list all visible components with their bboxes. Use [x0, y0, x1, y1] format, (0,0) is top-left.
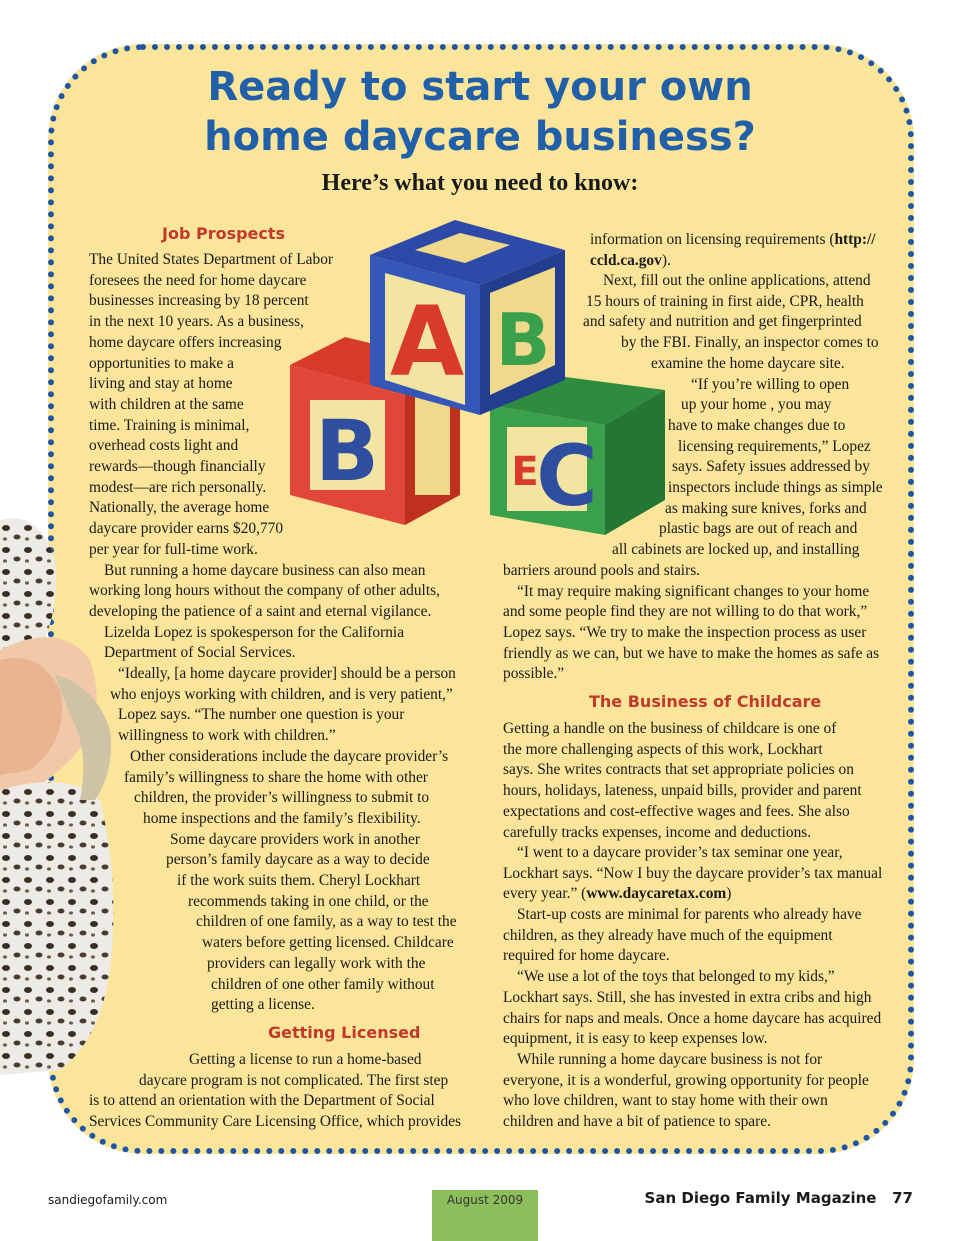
text-line: daycare program is not complicated. The first step [139, 1071, 449, 1089]
text-line: time. Training is minimal, [89, 416, 250, 434]
svg-text:A: A [389, 286, 465, 398]
text-line: in the next 10 years. As a business, [89, 313, 305, 331]
text-line: waters before getting licensed. Childcare [202, 934, 454, 952]
text-line: The United States Department of Labor [89, 251, 334, 268]
text-line: with children at the same [89, 395, 244, 413]
text-line: foresees the need for home daycare [89, 271, 307, 289]
text-line: family’s willingness to share the home with other [124, 768, 428, 786]
footer-magazine [645, 1189, 913, 1207]
text-line: friendly as we can, but we have to make the homes as safe as [503, 644, 880, 662]
text-line: living and stay at home [89, 375, 233, 393]
text-line: by the FBI. Finally, an inspector comes to [621, 334, 879, 352]
heading-getting-licensed: Getting Licensed [268, 1023, 421, 1042]
text-line: Lopez says. “The number one question is your [118, 706, 405, 724]
text-line: chairs for naps and meals. Once a home daycare has acquired [503, 1009, 882, 1027]
heading-business-of-childcare: The Business of Childcare [589, 692, 822, 711]
text-line: everyone, it is a wonderful, growing opportunity for people [503, 1071, 869, 1089]
text-line: modest—are rich personally. [89, 478, 267, 496]
text-line: the more challenging aspects of this work, Lockhart [503, 740, 823, 758]
text-line: who enjoys working with children, and is very patient,” [110, 685, 453, 703]
text-line: children of one family, as a way to test the [196, 913, 457, 931]
text-line: says. Safety issues addressed by [672, 458, 870, 476]
svg-text:B: B [314, 402, 380, 500]
subtitle: Here’s what you need to know: [321, 170, 639, 196]
text-line: hours, holidays, lateness, unpaid bills, provider and parent [503, 782, 862, 800]
heading-job-prospects: Job Prospects [162, 224, 286, 243]
text-line: Getting a license to run a home-based [189, 1051, 422, 1068]
text-line: if the work suits them. Cheryl Lockhart [177, 872, 421, 889]
svg-text:B: B [495, 298, 551, 382]
text-line: children and have a bit of patience to spare. [503, 1113, 771, 1130]
text-line: rewards—though financially [89, 458, 266, 475]
text-line: “It may require making significant changes to your home [517, 582, 870, 600]
text-line: daycare provider earns $20,770 [89, 520, 284, 538]
text-line: children of one other family without [211, 975, 435, 993]
text-line: possible.” [503, 665, 565, 683]
text-line: Other considerations include the daycare provider’s [130, 747, 449, 765]
text-line: up your home , you may [681, 396, 832, 414]
text-line: getting a license. [211, 996, 315, 1014]
title-line-1: Ready to start your own [207, 64, 753, 110]
text-line: opportunities to make a [89, 354, 234, 372]
footer-magazine-name: San Diego Family Magazine [644, 1189, 877, 1207]
text-line: working long hours without the company of other adults, [89, 582, 440, 600]
footer-page-number: 77 [892, 1189, 913, 1207]
text-line: overhead costs light and [89, 437, 239, 455]
text-line: plastic bags are out of reach and [659, 520, 858, 538]
text-line: Department of Social Services. [104, 644, 296, 662]
text-line: per year for full-time work. [89, 540, 258, 558]
text-line: inspectors include things as simple [668, 479, 883, 496]
text-line: home daycare offers increasing [89, 333, 282, 351]
text-line: carefully tracks expenses, income and deductions. [503, 823, 812, 841]
svg-text:E: E [511, 449, 539, 495]
text-line: required for home daycare. [503, 947, 670, 965]
text-line: “We use a lot of the toys that belonged to my kids,” [517, 968, 835, 986]
text-line: children, as they already have much of the equipment [503, 926, 833, 944]
daycaretax-link[interactable]: www.daycaretax.com [586, 885, 727, 902]
text-line: person’s family daycare as a way to decide [166, 851, 430, 869]
text-line: While running a home daycare business is not for [517, 1050, 823, 1068]
right-line-1: ccld.ca.gov). [590, 252, 671, 269]
text-line: Services Community Care Licensing Office, which provides [89, 1113, 461, 1131]
text-line: expectations and cost-effective wages and fees. She also [503, 802, 850, 820]
text-line: Some daycare providers work in another [170, 830, 421, 848]
right-line-0: information on licensing requirements (http:// [590, 231, 876, 248]
text-line: “If you’re willing to open [691, 375, 850, 393]
text-line: all cabinets are locked up, and installing [612, 541, 860, 559]
text-line: Lockhart says. “Now I buy the daycare provider’s tax manual [503, 864, 883, 882]
daycaretax-line: every year.” (www.daycaretax.com) [503, 885, 732, 902]
text-line: developing the patience of a saint and eternal vigilance. [89, 602, 432, 620]
text-line: have to make changes due to [668, 416, 846, 434]
text-line: examine the home daycare site. [651, 354, 845, 372]
text-line: equipment, it is easy to keep expenses low. [503, 1030, 768, 1048]
text-line: home inspections and the family’s flexibility. [143, 809, 421, 827]
text-line: who love children, want to stay home with their own [503, 1092, 828, 1110]
text-line: Nationally, the average home [89, 499, 270, 517]
text-line: as making sure knives, forks and [665, 499, 867, 517]
text-line: providers can legally work with the [207, 954, 426, 972]
footer-date-tab [432, 1190, 538, 1241]
title-line-2: home daycare business? [204, 114, 756, 160]
text-line: Getting a handle on the business of childcare is one of [503, 720, 837, 737]
text-line: “I went to a daycare provider’s tax seminar one year, [517, 844, 843, 862]
text-line: is to attend an orientation with the Department of Social [89, 1092, 435, 1110]
text-line: Next, fill out the online applications, attend [603, 272, 871, 289]
text-line: “Ideally, [a home daycare provider] should be a person [118, 665, 456, 682]
text-line: 15 hours of training in first aide, CPR, health [586, 292, 864, 310]
footer-website: sandiegofamily.com [48, 1193, 168, 1207]
text-line: willingness to work with children.” [118, 727, 336, 745]
text-line: businesses increasing by 18 percent [89, 292, 309, 310]
text-line: recommends taking in one child, or the [188, 892, 429, 910]
text-line: and safety and nutrition and get fingerprinted [583, 313, 862, 331]
text-line: barriers around pools and stairs. [503, 561, 701, 579]
text-line: children, the provider’s willingness to submit to [134, 789, 430, 807]
text-line: says. She writes contracts that set appropriate policies on [503, 761, 854, 779]
svg-text:C: C [536, 427, 598, 525]
text-line: Lizelda Lopez is spokesperson for the California [104, 623, 405, 641]
text-line: But running a home daycare business can also mean [104, 561, 426, 579]
text-line: Lopez says. “We try to make the inspection process as user [503, 623, 867, 641]
footer-date: August 2009 [446, 1193, 524, 1207]
text-line: Start-up costs are minimal for parents who already have [517, 906, 862, 923]
text-line: licensing requirements,” Lopez [678, 437, 871, 455]
text-line: and some people find they are not willing to do that work,” [503, 603, 868, 621]
text-line: Lockhart says. Still, she has invested in extra cribs and high [503, 988, 872, 1006]
